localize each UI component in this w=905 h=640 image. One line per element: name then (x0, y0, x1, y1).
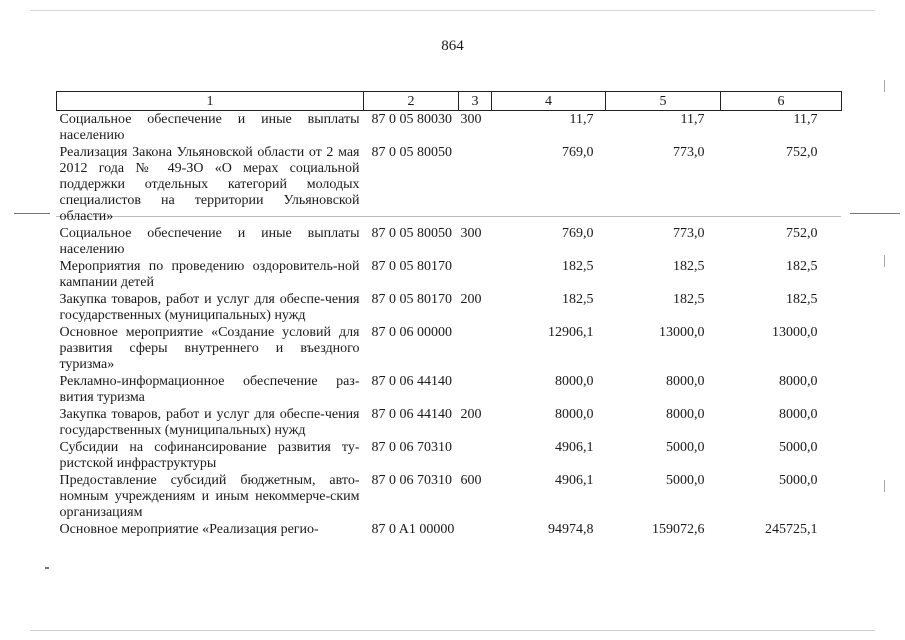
row-amount-year1: 8000,0 (555, 374, 594, 389)
scan-artifact-right-tick-3 (884, 480, 885, 492)
row-amount-year3: 8000,0 (779, 407, 818, 422)
row-name: Реализация Закона Ульяновской области от 2 мая 2012 года № 49-ЗО «О мерах социальной поддержки отдельных категорий молодых специалистов на территории Ульяновской области» (59, 145, 360, 224)
row-code: 87 0 05 80050 (371, 226, 452, 241)
row-amount-year1: 12906,1 (548, 325, 594, 340)
row-amount-year3: 245725,1 (765, 522, 818, 537)
page-number: 864 (441, 38, 464, 54)
row-code: 87 0 05 80030 (371, 112, 452, 127)
scan-artifact-right-mark (850, 213, 900, 214)
row-code: 87 0 06 70310 (371, 440, 452, 455)
row-name: Предоставление субсидий бюджетным, авто-номным учреждениям и иным некоммерче-ским организациям (59, 473, 360, 520)
row-code: 87 0 05 80050 (371, 145, 452, 160)
scan-artifact-top (30, 10, 875, 11)
row-expense-type (459, 439, 492, 472)
row-amount-year2: 159072,6 (652, 522, 705, 537)
row-name: Рекламно-информационное обеспечение раз-вития туризма (59, 374, 360, 405)
scan-artifact-left-mark (14, 213, 50, 214)
row-amount-year3: 8000,0 (779, 374, 818, 389)
scan-artifact-left-dot (45, 567, 49, 569)
row-code: 87 0 06 44140 (371, 407, 452, 422)
row-expense-type (459, 258, 492, 291)
row-amount-year2: 182,5 (673, 292, 705, 307)
row-amount-year3: 5000,0 (779, 440, 818, 455)
row-amount-year3: 182,5 (786, 292, 818, 307)
row-expense-type: 300 (460, 226, 482, 241)
row-amount-year3: 11,7 (793, 112, 818, 127)
row-amount-year2: 11,7 (680, 112, 705, 127)
scan-artifact-right-tick-2 (884, 255, 885, 267)
row-expense-type (459, 521, 492, 538)
row-code: 87 0 05 80170 (371, 259, 452, 274)
row-amount-year1: 769,0 (562, 145, 594, 160)
row-amount-year1: 769,0 (562, 226, 594, 241)
row-code: 87 0 A1 00000 (371, 522, 455, 537)
row-amount-year1: 94974,8 (548, 522, 594, 537)
row-amount-year3: 13000,0 (772, 325, 818, 340)
row-code: 87 0 06 44140 (371, 374, 452, 389)
column-header-5: 5 (606, 92, 721, 111)
row-expense-type (459, 373, 492, 406)
row-amount-year1: 182,5 (562, 259, 594, 274)
scan-artifact-bottom (30, 630, 875, 631)
column-header-1: 1 (57, 92, 364, 111)
table-row (57, 406, 842, 439)
table-row (57, 521, 842, 538)
row-amount-year2: 8000,0 (666, 374, 705, 389)
row-amount-year2: 5000,0 (666, 473, 705, 488)
table-row (57, 111, 842, 145)
row-name: Социальное обеспечение и иные выплаты населению (59, 112, 360, 143)
scan-artifact-right-tick-1 (884, 80, 885, 92)
row-amount-year3: 752,0 (786, 145, 818, 160)
table-row (57, 258, 842, 291)
row-amount-year2: 8000,0 (666, 407, 705, 422)
row-code: 87 0 06 00000 (371, 325, 452, 340)
row-expense-type (459, 324, 492, 373)
row-amount-year2: 182,5 (673, 259, 705, 274)
row-amount-year1: 4906,1 (555, 440, 594, 455)
column-header-6: 6 (721, 92, 842, 111)
row-expense-type: 200 (460, 407, 482, 422)
table-header-row (57, 92, 842, 111)
row-code: 87 0 06 70310 (371, 473, 452, 488)
row-expense-type: 300 (460, 112, 482, 127)
row-name: Социальное обеспечение и иные выплаты населению (59, 226, 360, 257)
row-expense-type (459, 144, 492, 225)
row-amount-year3: 752,0 (786, 226, 818, 241)
table-row (57, 373, 842, 406)
table-row (57, 144, 842, 225)
row-amount-year2: 13000,0 (659, 325, 705, 340)
row-amount-year1: 11,7 (569, 112, 594, 127)
column-header-3: 3 (459, 92, 492, 111)
row-name: Основное мероприятие «Создание условий для развития сферы внутреннего и въездного туризма» (59, 325, 360, 372)
row-name: Субсидии на софинансирование развития ту-ристской инфраструктуры (59, 440, 360, 471)
table-row (57, 324, 842, 373)
column-header-2: 2 (364, 92, 459, 111)
row-amount-year1: 4906,1 (555, 473, 594, 488)
row-amount-year2: 773,0 (673, 145, 705, 160)
row-amount-year2: 5000,0 (666, 440, 705, 455)
row-name: Закупка товаров, работ и услуг для обеспе-чения государственных (муниципальных) нужд (59, 292, 360, 323)
row-amount-year3: 5000,0 (779, 473, 818, 488)
table-row (57, 439, 842, 472)
row-expense-type: 600 (460, 473, 482, 488)
table-row (57, 225, 842, 258)
row-amount-year2: 773,0 (673, 226, 705, 241)
row-code: 87 0 05 80170 (371, 292, 452, 307)
row-amount-year1: 182,5 (562, 292, 594, 307)
row-name: Основное мероприятие «Реализация регио- (59, 522, 319, 537)
row-amount-year3: 182,5 (786, 259, 818, 274)
column-header-4: 4 (492, 92, 606, 111)
row-expense-type: 200 (460, 292, 482, 307)
row-name: Закупка товаров, работ и услуг для обеспе-чения государственных (муниципальных) нужд (59, 407, 360, 438)
budget-table (56, 91, 842, 538)
table-row (57, 291, 842, 324)
row-name: Мероприятия по проведению оздоровитель-ной кампании детей (59, 259, 360, 290)
row-amount-year1: 8000,0 (555, 407, 594, 422)
table-row (57, 472, 842, 521)
